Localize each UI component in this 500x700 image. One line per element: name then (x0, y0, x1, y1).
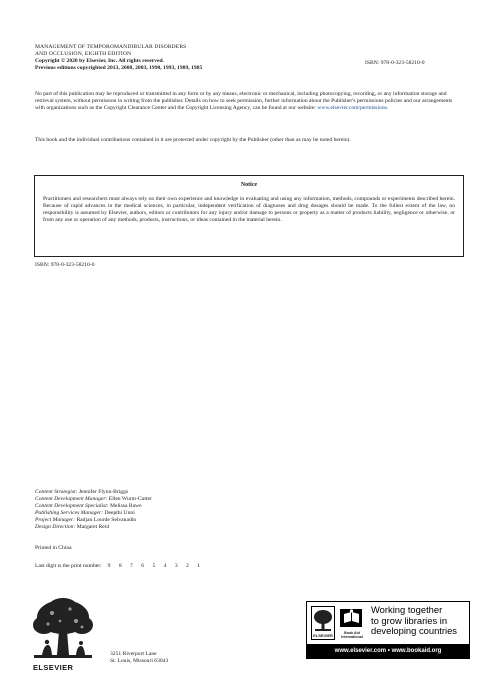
credit-row (35, 524, 295, 531)
copyright-line: Copyright © 2020 by Elsevier, Inc. All rights reserved. (35, 58, 164, 64)
credit-name: Ellen Wurm-Cutter (108, 496, 152, 502)
printed-in: Printed in China (35, 545, 72, 551)
previous-editions-line: Previous editions copyrighted 2013, 2008, 2003, 1998, 1993, 1989, 1985 (35, 65, 203, 71)
credit-row (35, 517, 295, 524)
credit-row (35, 510, 295, 517)
notice-box (34, 175, 464, 257)
credit-row (35, 503, 295, 510)
book-aid-icon (337, 606, 367, 630)
book-aid-label (337, 632, 367, 640)
credit-name: Jennifer Flynn-Briggs (78, 489, 129, 495)
credit-name: Melissa Rawe (110, 503, 142, 509)
rights-end: . (386, 105, 389, 111)
slogan-line-3: developing countries (371, 625, 457, 637)
elsevier-mini-logo (311, 606, 335, 640)
address-line-2: St. Louis, Missouri 63043 (110, 658, 169, 664)
copyright-block (35, 44, 305, 72)
credits-list (35, 489, 295, 531)
print-number-label: Last digit is the print number: (35, 563, 102, 569)
elsevier-tree-logo-icon (30, 597, 96, 663)
mini-tree-icon (312, 608, 334, 632)
notice-title: Notice (240, 182, 258, 188)
slogan-line-2: to grow libraries in (371, 614, 448, 626)
credit-role: Content Strategist: (35, 489, 78, 495)
mini-elsevier-label: ELSEVIER (313, 633, 333, 638)
publisher-address (110, 651, 168, 665)
credit-role: Design Direction: (35, 524, 76, 530)
slogan-line-1: Working together (371, 604, 443, 615)
book-title-line-1: MANAGEMENT OF TEMPOROMANDIBULAR DISORDERS (35, 44, 187, 50)
print-number-line (35, 563, 204, 570)
credit-role: Content Development Specialist: (35, 503, 109, 509)
book-title-line-2: AND OCCLUSION, EIGHTH EDITION (35, 51, 132, 57)
credit-role: Publishing Services Manager: (35, 510, 104, 516)
credit-name: Radjan Lourde Selvanadin (76, 517, 137, 523)
credit-role: Project Manager: (35, 517, 76, 523)
credit-role: Content Development Manager: (35, 496, 108, 502)
notice-text: Practitioners and researchers must always rely on their own experience and knowledge in evaluating and using any information, methods, compounds or experiments described herein. Because of rapid advances in the medical sciences, in particular, independent verification of diagnoses and drug dosages should be made. To the fullest extent of the law, no responsibility is assumed by Elsevier, authors, editors or contributors for any injury and/or damage to persons or property as a matter of products liability, negligence or otherwise, or from any use or operation of any methods, products, instructions, or ideas contained in the material herein. (43, 196, 455, 223)
book-aid-logo (337, 606, 367, 640)
credit-name: Deepthi Unni (104, 510, 135, 516)
credit-name: Margaret Reid (76, 524, 110, 530)
isbn-middle: ISBN: 978-0-323-58210-0 (35, 262, 95, 268)
print-number-digits: 9 8 7 6 5 4 3 2 1 (107, 563, 204, 569)
protected-paragraph: This book and the individual contributions contained in it are protected under copyright by the Publisher (other than as may be noted herein). (35, 137, 351, 143)
book-aid-box (306, 601, 470, 659)
book-aid-footer-urls[interactable]: www.elsevier.com • www.bookaid.org (307, 644, 469, 658)
address-line-1: 3251 Riverport Lane (110, 651, 157, 657)
elsevier-wordmark: ELSEVIER (33, 663, 74, 672)
credit-row (35, 489, 295, 496)
permissions-link[interactable]: www.elsevier.com/permissions (317, 105, 387, 111)
book-aid-slogan (371, 605, 471, 637)
rights-paragraph (35, 91, 461, 112)
book-aid-label-line-1: Book Aid (344, 631, 360, 636)
rights-text: No part of this publication may be reproduced or transmitted in any form or by any means, electronic or mechanical, including photocopying, recording, or any information storage and retrieval system, without permission in writing from the publisher. Details on how to seek permission, further information about the Publisher's permissions policies and our arrangements with organizations such as the Copyright Clearance Center and the Copyright Licensing Agency, can be found at our website: (35, 91, 453, 111)
credit-row (35, 496, 295, 503)
book-aid-label-line-2: International (341, 635, 363, 640)
isbn-top: ISBN: 978-0-323-58210-0 (365, 60, 425, 66)
